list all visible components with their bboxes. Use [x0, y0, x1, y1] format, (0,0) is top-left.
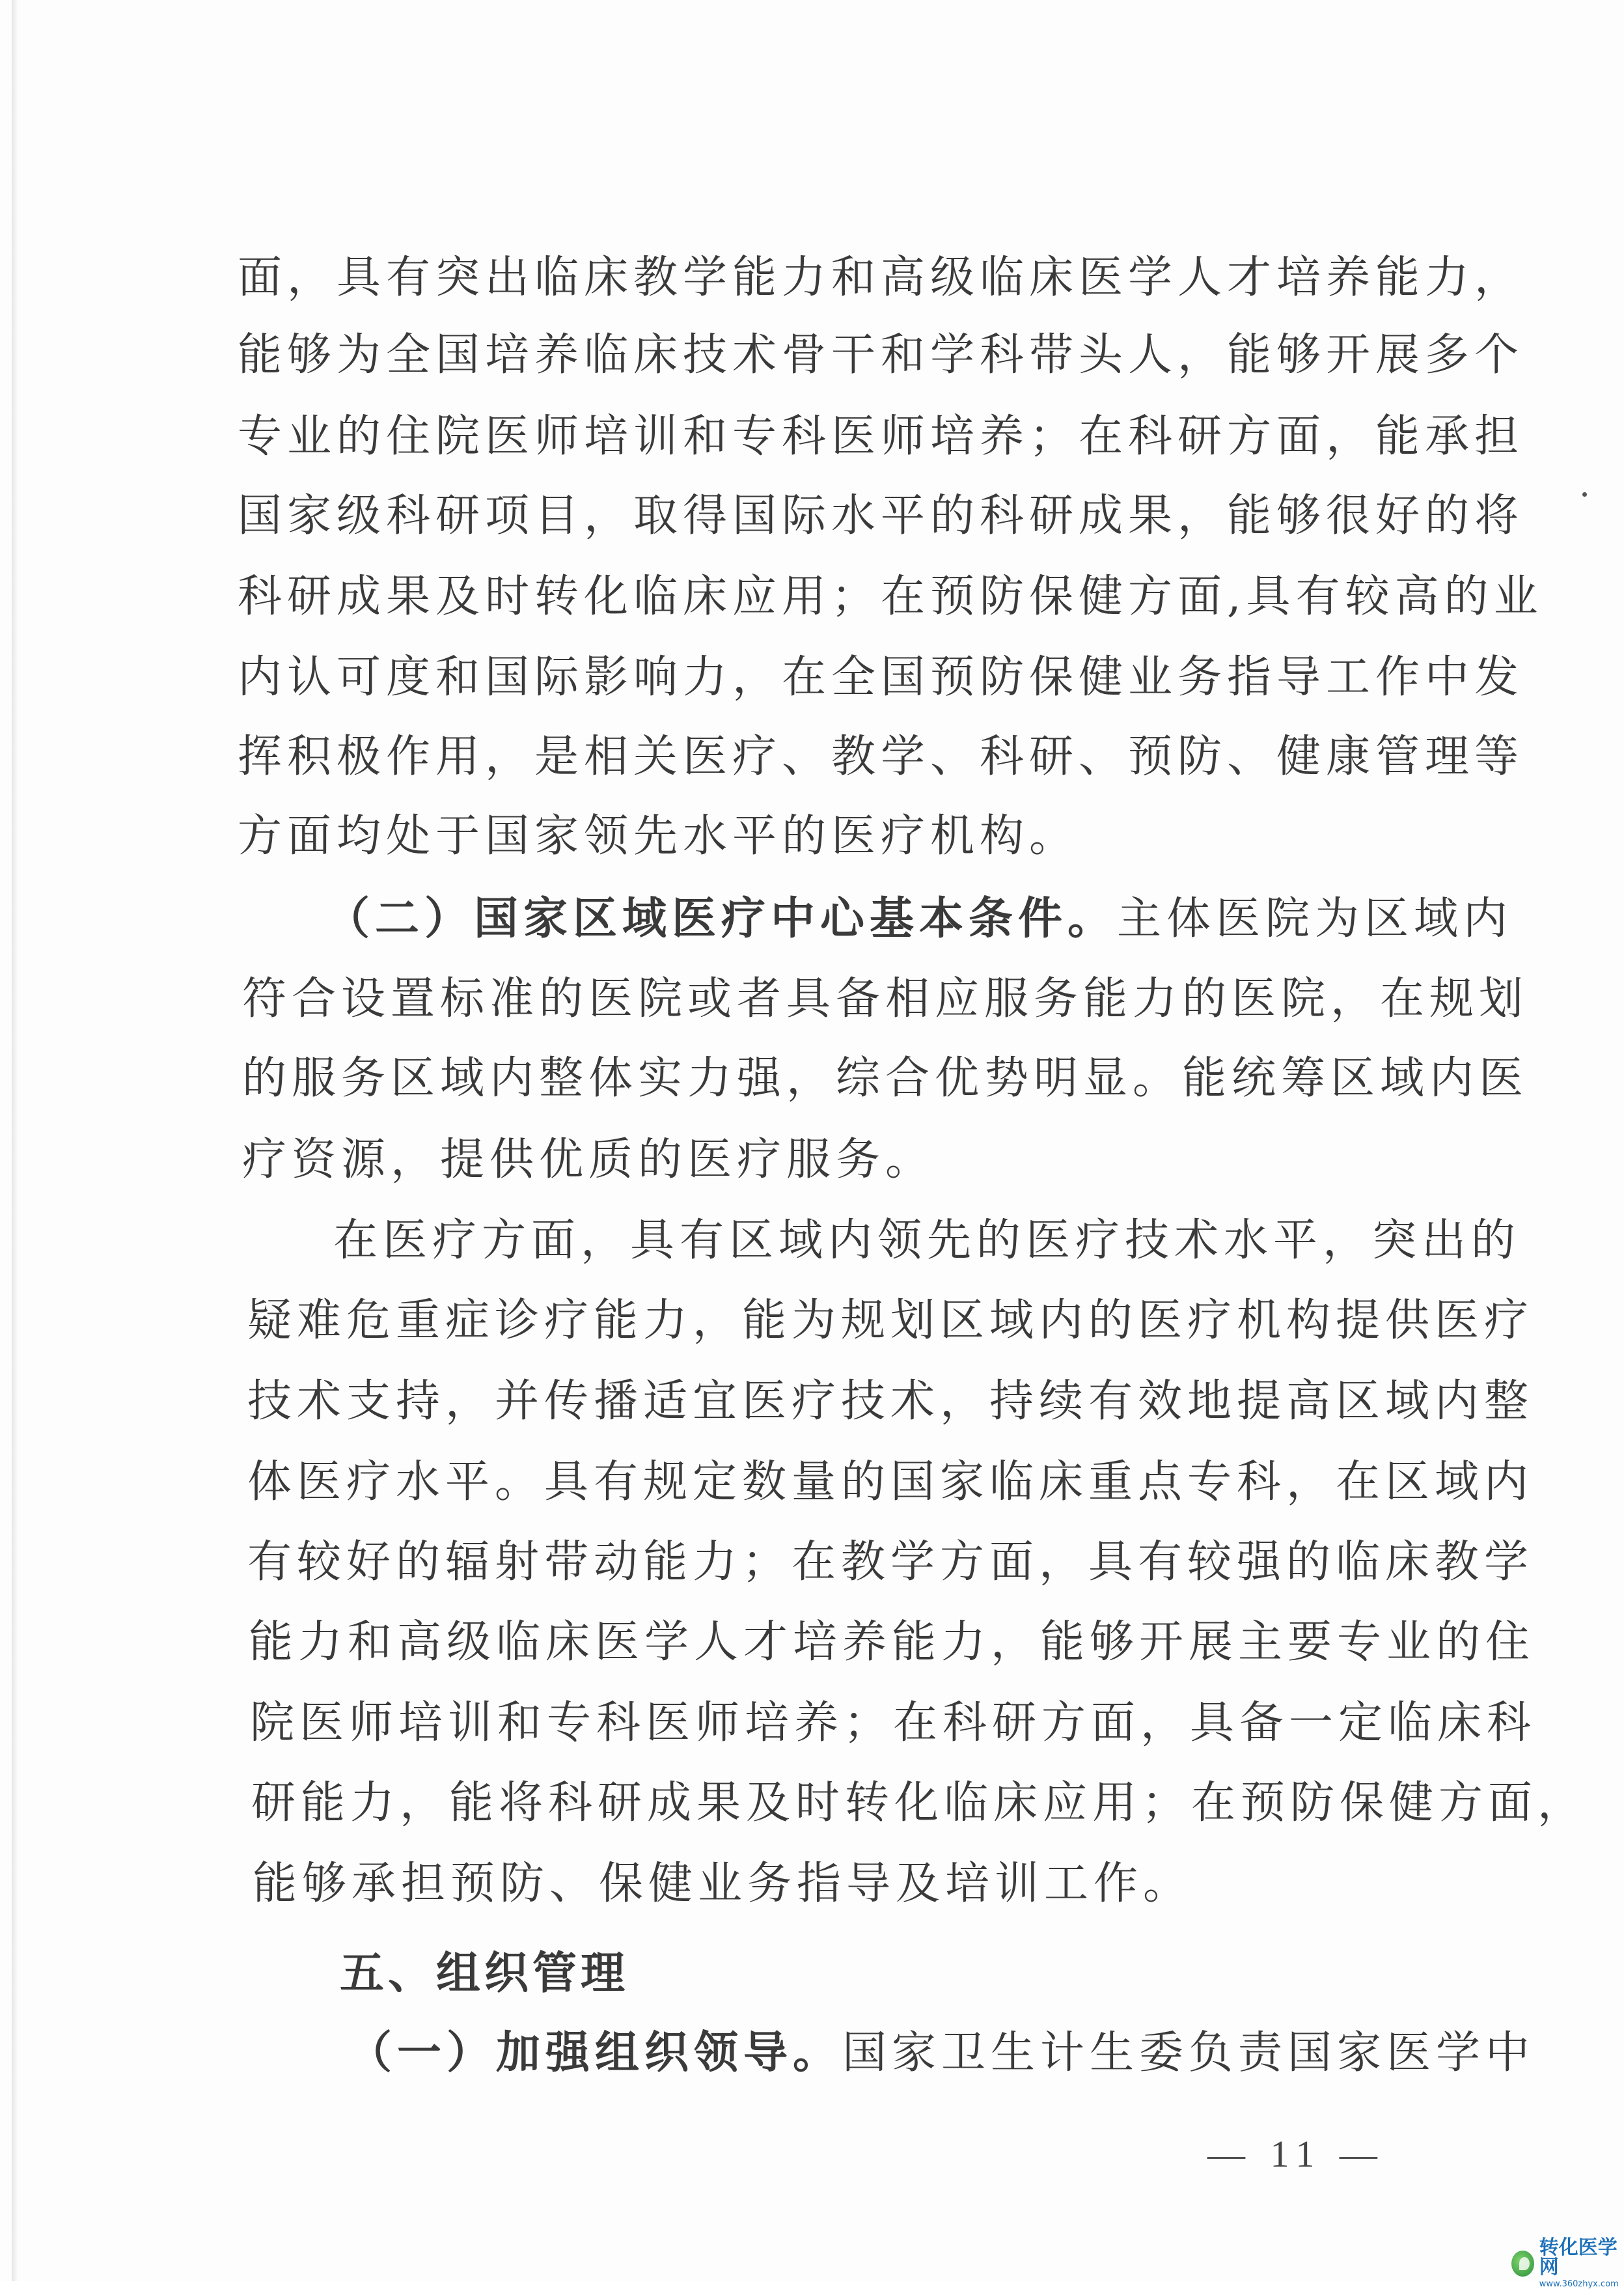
- leaf-icon: [1511, 2251, 1534, 2277]
- text-line-7: 挥积极作用，是相关医疗、教学、科研、预防、健康管理等: [238, 731, 1524, 783]
- watermark-text: [1539, 2238, 1624, 2288]
- text-line-5: 科研成果及时转化临床应用；在预防保健方面,具有较高的业: [238, 571, 1543, 622]
- text-line-4: 国家级科研项目，取得国际水平的科研成果，能够很好的将: [238, 490, 1524, 542]
- para3-line-5: 有较好的辐射带动能力；在教学方面，具有较强的临床教学: [247, 1536, 1534, 1588]
- section-heading-5: 五、组织管理: [340, 1947, 629, 1999]
- section5-first-line: [348, 2023, 1535, 2083]
- section2-label: （二）国家区域医疗中心基本条件。: [325, 893, 1118, 945]
- watermark-url: www.360zhyx.com: [1539, 2279, 1619, 2289]
- para3-first-line: 在医疗方面，具有区域内领先的医疗技术水平，突出的: [333, 1215, 1521, 1266]
- text-line-3: 专业的住院医师培训和专科医师培养；在科研方面，能承担: [238, 411, 1524, 462]
- watermark-name: 转化医学网: [1539, 2236, 1617, 2279]
- section5-label: （一）加强组织领导。: [348, 2027, 843, 2079]
- text-line-1: 面，具有突出临床教学能力和高级临床医学人才培养能力，: [238, 252, 1524, 303]
- section2-line-3: 的服务区域内整体实力强，综合优势明显。能统筹区域内医: [242, 1053, 1529, 1104]
- para3-line-6: 能力和高级临床医学人才培养能力，能够开展主要专业的住: [249, 1616, 1535, 1668]
- para3-line-7: 院医师培训和专科医师培养；在科研方面，具备一定临床科: [250, 1697, 1537, 1749]
- para3-line-3: 技术支持，并传播适宜医疗技术，持续有效地提高区域内整: [247, 1376, 1534, 1427]
- section2-first-line: [325, 889, 1513, 949]
- section2-line-2: 符合设置标准的医院或者具备相应服务能力的医院，在规划: [242, 973, 1529, 1025]
- page-edge-shadow: [12, 0, 18, 2281]
- para3-line-8: 研能力，能将科研成果及时转化临床应用；在预防保健方面，: [251, 1777, 1588, 1829]
- section5-rest: 国家卫生计生委负责国家医学中: [842, 2027, 1535, 2079]
- para3-line-4: 体医疗水平。具有规定数量的国家临床重点专科，在区域内: [247, 1456, 1534, 1508]
- section2-line1-rest: 主体医院为区域内: [1117, 893, 1513, 945]
- text-line-6: 内认可度和国际影响力，在全国预防保健业务指导工作中发: [238, 652, 1524, 703]
- text-line-8: 方面均处于国家领先水平的医疗机构。: [238, 811, 1079, 862]
- text-line-2: 能够为全国培养临床技术骨干和学科带头人，能够开展多个: [238, 329, 1524, 381]
- scan-speck: [1582, 492, 1587, 497]
- para3-line-2: 疑难危重症诊疗能力，能为规划区域内的医疗机构提供医疗: [247, 1295, 1534, 1346]
- page-number: — 11 —: [1207, 2133, 1385, 2175]
- watermark-logo: [1511, 2238, 1624, 2288]
- section2-line-4: 疗资源，提供优质的医疗服务。: [242, 1134, 935, 1186]
- para3-line-9: 能够承担预防、保健业务指导及培训工作。: [253, 1858, 1193, 1909]
